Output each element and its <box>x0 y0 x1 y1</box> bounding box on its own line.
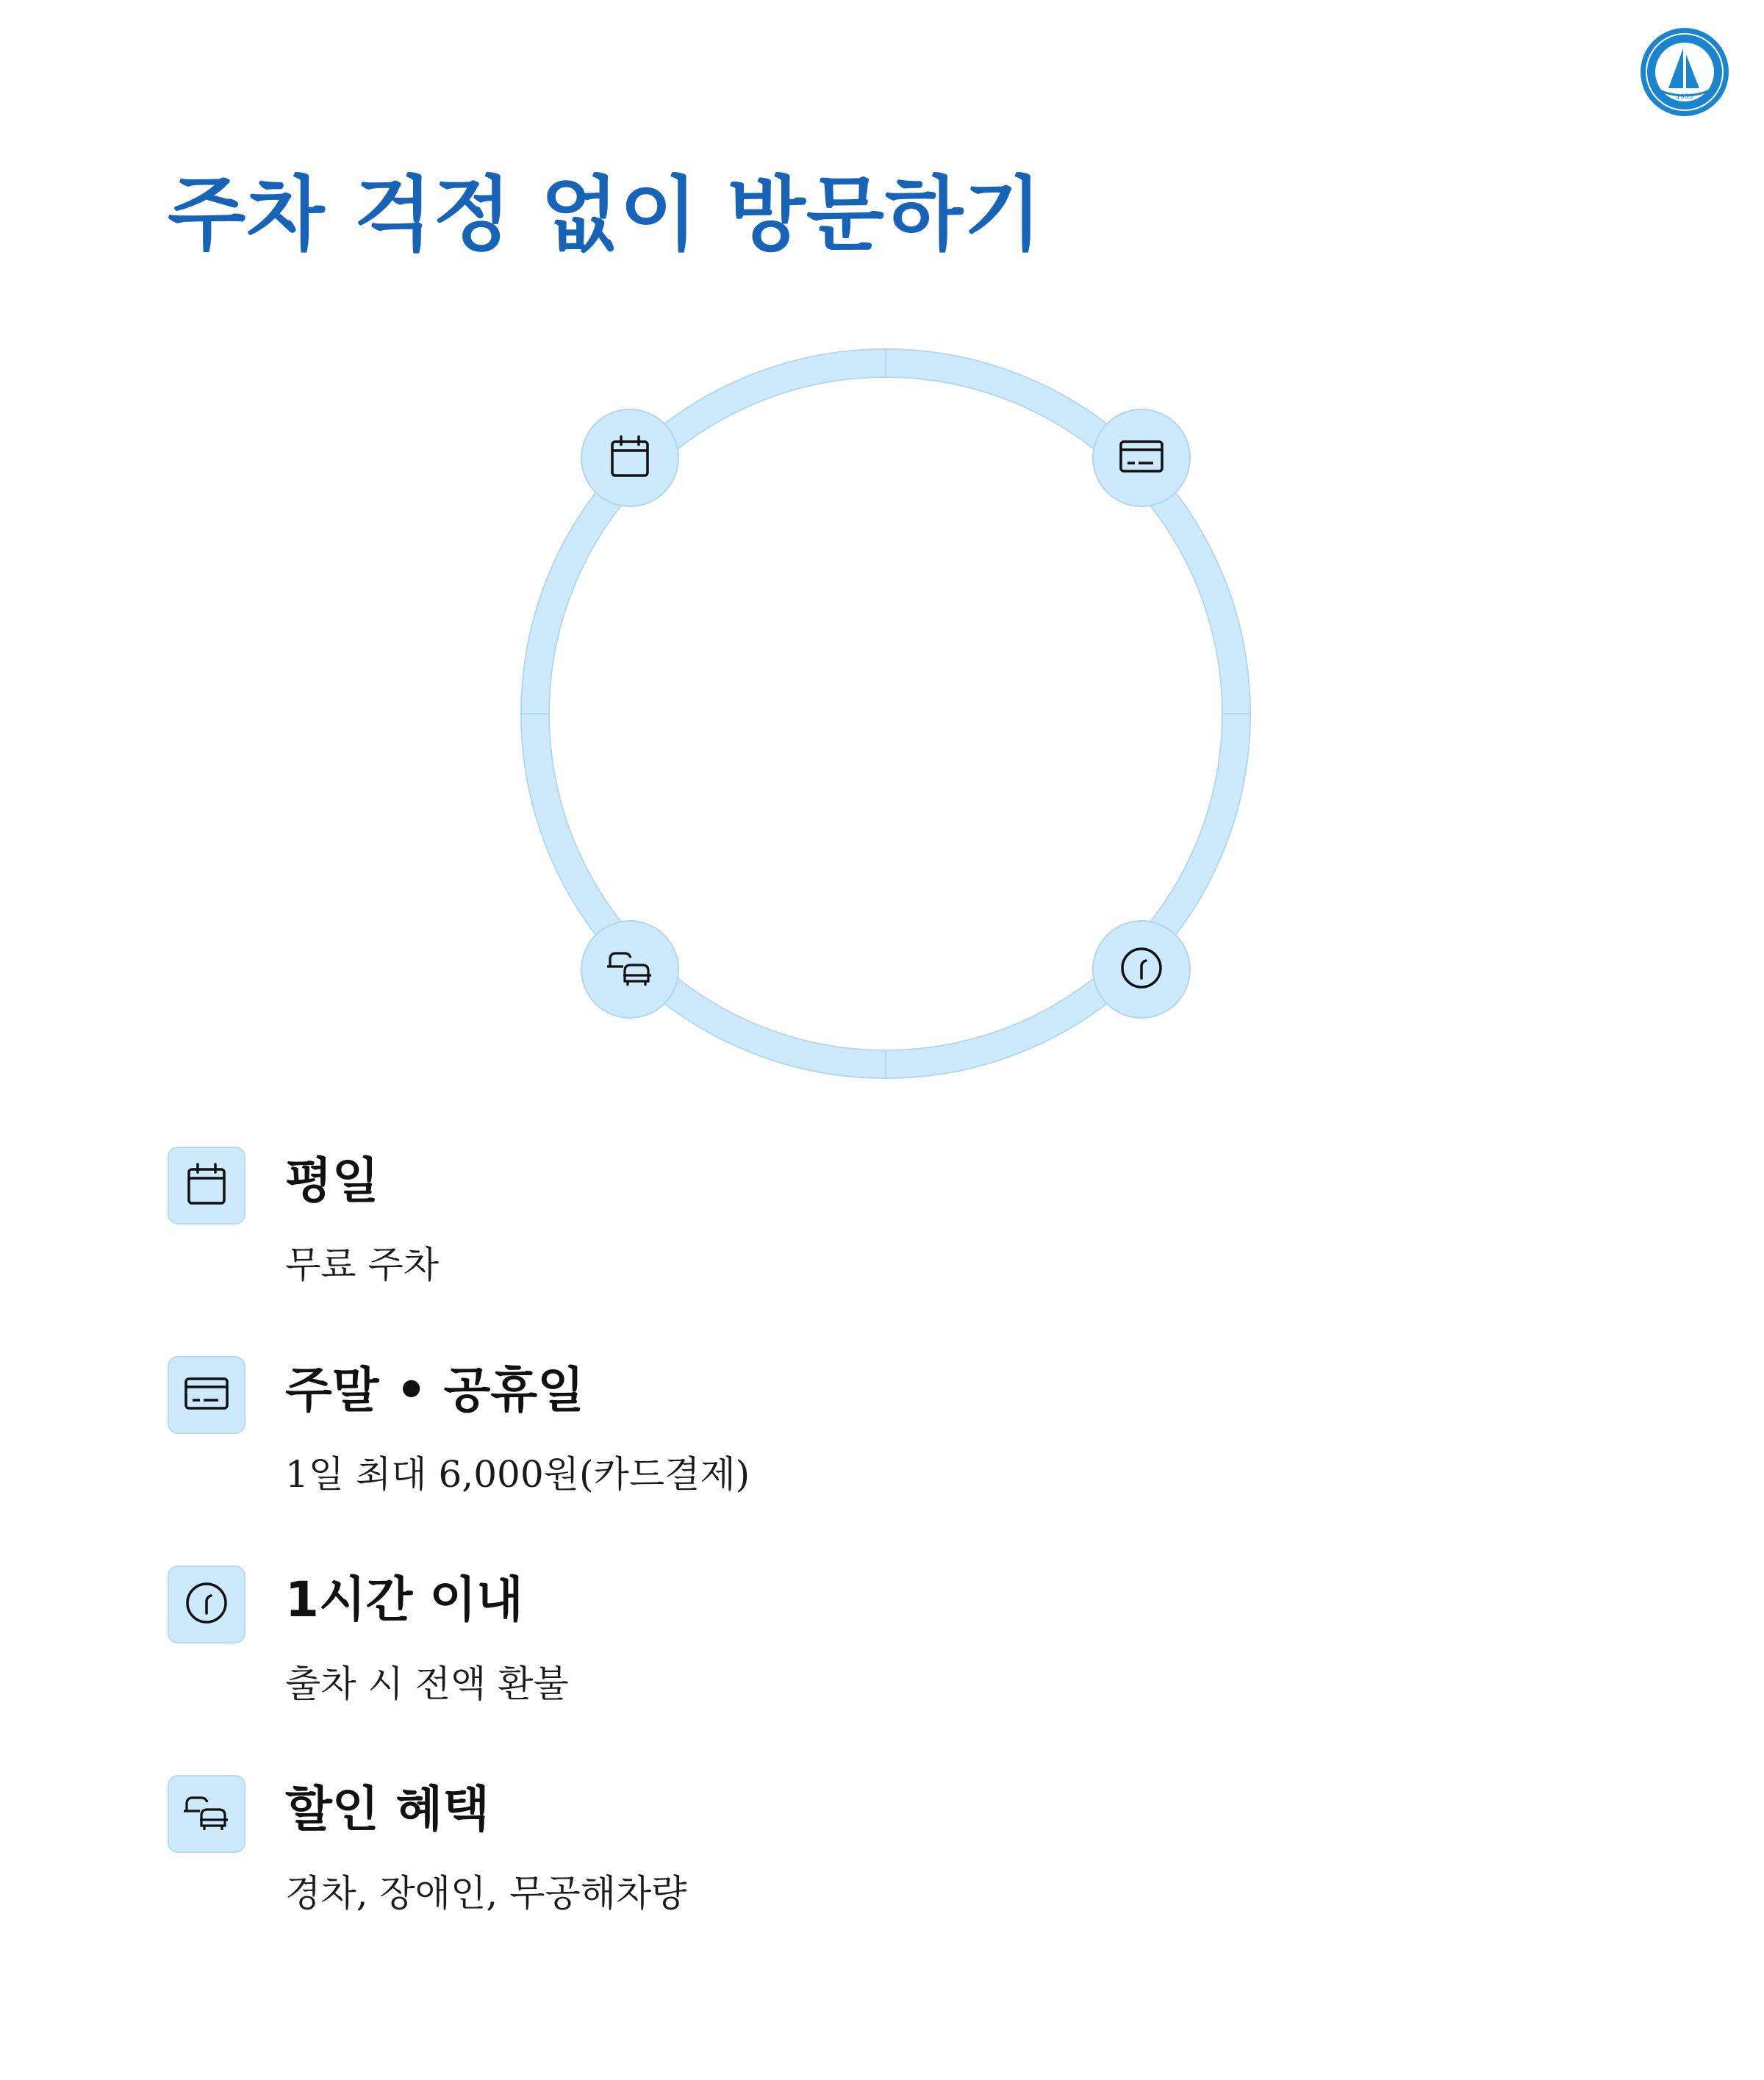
feature-description: 경차, 장애인, 무공해차량 <box>285 1872 687 1915</box>
feature-title: 1시간 이내 <box>285 1571 523 1628</box>
feature-description: 무료 주차 <box>285 1244 440 1286</box>
credit-card-icon <box>1119 439 1164 477</box>
feature-icon-box <box>168 1147 245 1224</box>
feature-title: 주말 • 공휴일 <box>285 1362 584 1419</box>
clock-icon <box>184 1581 229 1628</box>
calendar-icon <box>609 434 650 481</box>
feature-title: 할인 혜택 <box>285 1781 490 1837</box>
feature-description: 1일 최대 6,000원(카드결제) <box>285 1453 750 1496</box>
feature-icon-box <box>168 1356 245 1434</box>
page-title: 주차 걱정 없이 방문하기 <box>168 168 1043 262</box>
credit-card-icon <box>184 1376 229 1414</box>
cars-icon <box>182 1793 231 1835</box>
ring-node-clock <box>1092 920 1191 1019</box>
ring-node-cars <box>581 920 679 1019</box>
parking-ring-diagram <box>507 335 1264 1092</box>
feature-discount <box>168 1775 1197 1944</box>
feature-weekend-holiday <box>168 1356 1197 1525</box>
ring-node-calendar <box>581 409 679 507</box>
feature-weekday <box>168 1147 1197 1316</box>
calendar-icon <box>186 1162 227 1209</box>
svg-text:1933: 1933 <box>1676 93 1693 101</box>
ring-node-credit-card <box>1092 409 1191 507</box>
feature-icon-box <box>168 1775 245 1853</box>
university-seal-logo <box>1639 26 1730 118</box>
feature-description: 출차 시 전액 환불 <box>285 1663 569 1705</box>
feature-title: 평일 <box>285 1152 379 1209</box>
clock-icon <box>1119 946 1164 993</box>
feature-one-hour <box>168 1566 1197 1735</box>
cars-icon <box>606 949 654 990</box>
feature-icon-box <box>168 1566 245 1643</box>
